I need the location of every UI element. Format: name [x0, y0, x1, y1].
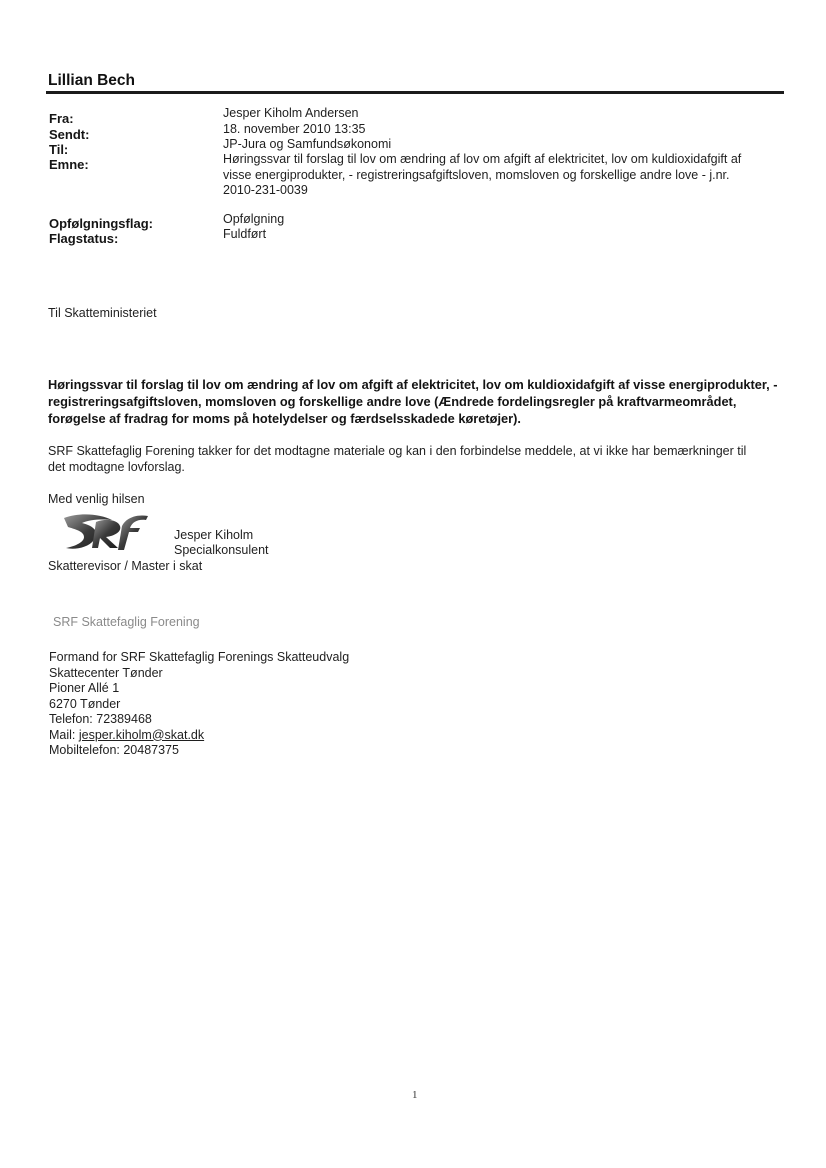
signature-role: Skatterevisor / Master i skat [48, 559, 203, 573]
followup-flag-value: Opfølgning [223, 212, 285, 226]
srf-logo [60, 510, 152, 554]
sent-value: 18. november 2010 13:35 [223, 122, 366, 136]
sent-label: Sendt: [49, 127, 90, 142]
contact-chair-line: Formand for SRF Skattefaglig Forenings Skatteudvalg [49, 650, 350, 664]
flag-status-label: Flagstatus: [49, 231, 119, 246]
to-label: Til: [49, 142, 69, 157]
recipient-line: Til Skatteministeriet [48, 306, 157, 320]
contact-street: Pioner Allé 1 [49, 681, 120, 695]
contact-mobile: Mobiltelefon: 20487375 [49, 743, 179, 757]
page-number: 1 [412, 1089, 418, 1101]
contact-mail-label: Mail: [49, 727, 79, 742]
contact-block [49, 650, 349, 759]
flag-status-value: Fuldført [223, 227, 267, 241]
subject-value: Høringssvar til forslag til lov om ændring af lov om afgift af elektricitet, lov om kuldioxidafgift af visse energiprodukter, - registreringsafgiftsloven, momsloven og forskellige andre love - j.nr. 2010-231-0039 [223, 152, 742, 197]
organization-name: SRF Skattefaglig Forening [53, 615, 200, 629]
email-link[interactable]: jesper.kiholm@skat.dk [78, 727, 205, 742]
header-divider [46, 91, 784, 94]
contact-city: 6270 Tønder [49, 696, 121, 711]
contact-phone: Telefon: 72389468 [49, 712, 152, 726]
greeting: Med venlig hilsen [48, 492, 145, 506]
signature-title: Specialkonsulent [174, 543, 269, 557]
from-label: Fra: [49, 111, 74, 126]
to-value: JP-Jura og Samfundsøkonomi [223, 137, 392, 151]
letter-heading: Høringssvar til forslag til lov om ændring af lov om afgift af elektricitet, lov om kuldioxidafgift af visse energiprodukter, - registreringsafgiftsloven, momsloven og forskellige andre love (Ændrede fordelingsregler på kraftvarmeområdet, forøgelse af fradrag for moms på hotelydelser og færdselsskadede køretøjer). [48, 377, 778, 426]
from-value: Jesper Kiholm Andersen [223, 106, 359, 120]
contact-mail-line [49, 728, 349, 744]
signature-name: Jesper Kiholm [174, 528, 254, 542]
subject-label: Emne: [49, 157, 89, 172]
contact-office: Skattecenter Tønder [49, 665, 163, 680]
followup-flag-label: Opfølgningsflag: [49, 216, 153, 231]
mailbox-owner: Lillian Bech [48, 72, 135, 89]
letter-paragraph: SRF Skattefaglig Forening takker for det modtagne materiale og kan i den forbindelse meddele, at vi ikke har bemærkninger til det modtagne lovforslag. [48, 444, 747, 474]
